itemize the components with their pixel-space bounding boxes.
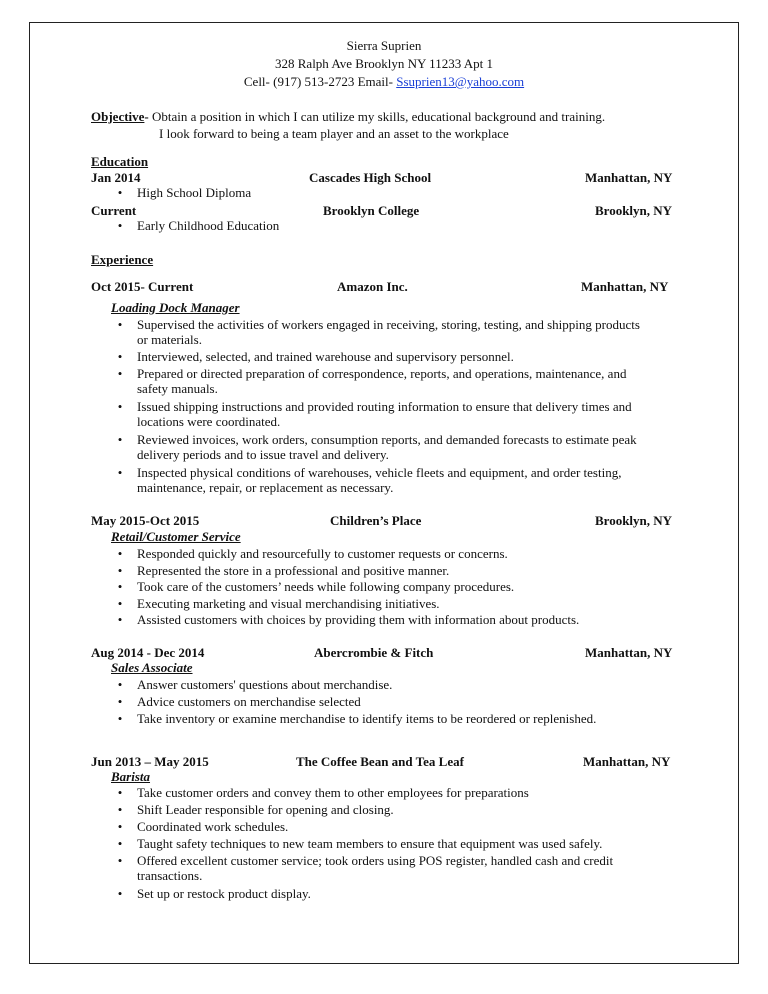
edu-school: Cascades High School [309,170,432,185]
job-date: Oct 2015- Current [91,279,194,294]
bullet-icon: • [117,465,123,480]
edu-date: Current [91,203,137,218]
bullet-icon: • [117,853,123,868]
job-location: Manhattan, NY [583,754,671,769]
bullet-icon: • [117,677,123,692]
job-date: Jun 2013 – May 2015 [91,754,209,769]
objective-text-2: I look forward to being a team player and an asset to the workplace [159,126,509,141]
applicant-address: 328 Ralph Ave Brooklyn NY 11233 Apt 1 [275,56,493,71]
bullet-icon: • [117,612,123,627]
bullet-icon: • [117,366,123,381]
edu-date: Jan 2014 [91,170,141,185]
job-location: Manhattan, NY [581,279,669,294]
bullet-icon: • [117,836,123,851]
edu-location: Manhattan, NY [585,170,673,185]
contact-phone: Cell- (917) 513-2723 Email- [243,74,397,89]
job-title: Loading Dock Manager [111,300,240,315]
objective-line-1 [91,109,605,124]
bullet-icon: • [117,711,123,726]
bullet-icon: • [117,694,123,709]
job-company: Abercrombie & Fitch [314,645,434,660]
bullet-icon: • [117,563,123,578]
bullet-icon: • [117,185,123,200]
bullet-icon: • [117,432,123,447]
edu-location: Brooklyn, NY [595,203,673,218]
job-title: Barista [111,769,151,784]
job-date: Aug 2014 - Dec 2014 [91,645,205,660]
education-heading: Education [91,154,149,169]
objective-dash: - [144,109,153,124]
job-date: May 2015-Oct 2015 [91,513,200,528]
job-company: The Coffee Bean and Tea Leaf [296,754,464,769]
contact-line [0,74,768,89]
bullet-icon: • [117,802,123,817]
bullet-icon: • [117,886,123,901]
bullet-icon: • [117,546,123,561]
bullet-icon: • [117,317,123,332]
bullet-icon: • [117,785,123,800]
job-title: Sales Associate [111,660,193,675]
experience-heading: Experience [91,252,154,267]
job-company: Children’s Place [330,513,422,528]
job-location: Brooklyn, NY [595,513,673,528]
bullet-icon: • [117,579,123,594]
email-link[interactable]: Ssuprien13@yahoo.com [396,74,525,89]
job-company: Amazon Inc. [337,279,408,294]
applicant-name: Sierra Suprien [346,38,422,53]
edu-school: Brooklyn College [323,203,420,218]
bullet-icon: • [117,819,123,834]
objective-label: Objective [91,109,145,124]
bullet-icon: • [117,349,123,364]
bullet-icon: • [117,399,123,414]
job-title: Retail/Customer Service [111,529,241,544]
bullet-icon: • [117,596,123,611]
job-location: Manhattan, NY [585,645,673,660]
objective-text-1: Obtain a position in which I can utilize my skills, educational background and training. [152,109,606,124]
bullet-icon: • [117,218,123,233]
